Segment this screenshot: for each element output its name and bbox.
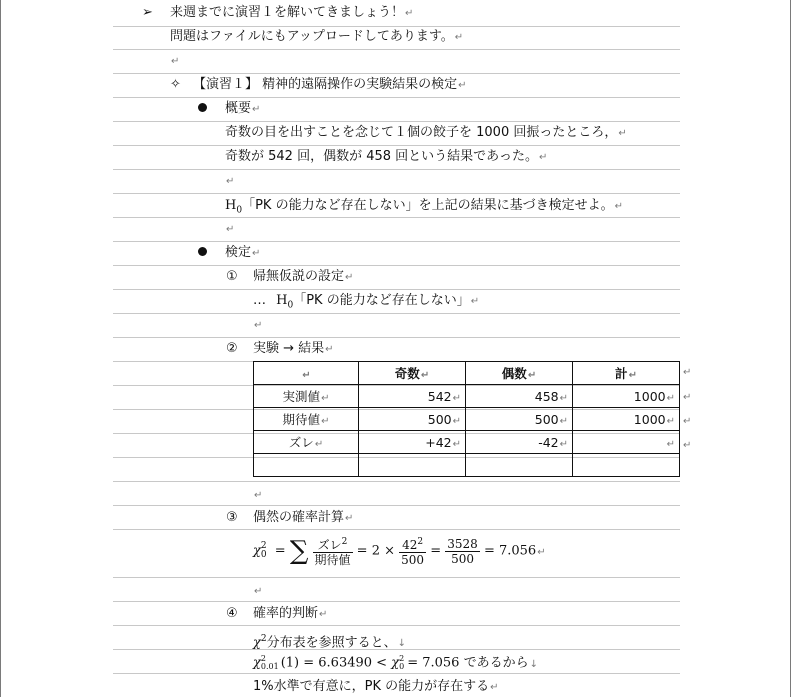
paragraph-mark: ↵ xyxy=(470,296,480,307)
empty-paragraph: ↵ xyxy=(171,56,180,67)
table-row xyxy=(254,385,680,408)
paragraph-mark: ↵ xyxy=(490,682,499,693)
grid-line xyxy=(113,481,680,482)
fraction-3528-over-500 xyxy=(445,537,480,566)
paragraph-mark: ↵ xyxy=(252,248,261,259)
equals-sign: = xyxy=(356,543,368,559)
h0-subscript: 0 xyxy=(236,205,243,216)
section-title xyxy=(193,77,467,94)
step3-title xyxy=(253,510,353,527)
table-cell xyxy=(573,431,680,454)
table-cell: 1000↵ xyxy=(573,385,680,408)
table-header-cell: 計↵ xyxy=(573,362,680,385)
paragraph-mark: ↵ xyxy=(405,8,414,19)
overview-bullet xyxy=(198,101,207,117)
cell-mark: ↵ xyxy=(559,415,568,427)
fraction-denominator: 期待値 xyxy=(314,553,351,567)
overview-heading xyxy=(225,101,260,118)
test-bullet xyxy=(198,245,207,261)
grid-line xyxy=(113,169,680,170)
chi-superscript: 2 xyxy=(399,654,405,663)
step2-number: ② xyxy=(226,341,238,356)
paragraph-mark: ↵ xyxy=(252,104,261,115)
chi-subscript: 0 xyxy=(399,662,405,671)
step4-text-1: 分布表を参照すると、 xyxy=(266,635,397,651)
fraction-numerator: 3528 xyxy=(447,536,478,551)
grid-line xyxy=(113,673,680,674)
cell-mark: ↵ xyxy=(314,439,324,450)
paragraph-mark: ↵ xyxy=(539,152,548,163)
step4-title xyxy=(253,606,327,623)
table-row xyxy=(254,408,680,431)
cell-mark: ↵ xyxy=(302,369,311,381)
step1-title xyxy=(253,269,353,286)
page-right-edge xyxy=(790,0,791,697)
table-cell-label: ズレ↵ xyxy=(254,431,359,454)
formula-result: = 7.056 xyxy=(483,543,537,559)
equals-sign: = xyxy=(430,543,442,559)
intro-line-2 xyxy=(170,29,463,46)
grid-line xyxy=(113,625,680,626)
fraction-deviation xyxy=(313,535,353,567)
empty-paragraph: ↵ xyxy=(254,490,263,501)
sigma-symbol: ∑ xyxy=(289,536,309,566)
test-heading xyxy=(225,245,260,262)
table-cell: 500↵ xyxy=(359,408,466,431)
empty-paragraph: ↵ xyxy=(226,176,235,187)
step3-title-text: 偶然の確率計算 xyxy=(253,510,345,525)
equals-sign: = xyxy=(274,543,286,559)
test-heading-text: 検定 xyxy=(225,245,252,260)
ellipsis: … xyxy=(253,293,266,308)
fraction-numerator: ズレ$^2$ xyxy=(313,535,353,553)
table-cell-empty xyxy=(573,454,680,477)
chi-symbol: χ xyxy=(391,655,400,671)
hypothesis-text: 「PK の能力など存在しない」を上記の結果に基づき検定せよ。 xyxy=(242,198,614,213)
line-break-mark: ↓ xyxy=(529,658,538,670)
cell-mark: ↵ xyxy=(452,438,461,450)
paragraph-mark: ↵ xyxy=(325,344,334,355)
grid-line xyxy=(113,121,680,122)
step4-title-text: 確率的判断 xyxy=(253,606,319,621)
grid-line xyxy=(113,241,680,242)
table-cell-label: 実測値↵ xyxy=(254,385,359,408)
table-row xyxy=(254,431,680,454)
empty-paragraph: ↵ xyxy=(254,586,263,597)
step4-text-3: 1%水準で有意に，PK の能力が存在する xyxy=(253,679,490,694)
page-left-edge xyxy=(0,0,1,697)
observed-value: = 7.056 xyxy=(407,655,460,671)
paragraph-mark: ↵ xyxy=(537,546,546,558)
overview-text-2: 奇数が 542 回，偶数が 458 回という結果であった。 xyxy=(225,149,539,164)
cell-mark: ↵ xyxy=(628,370,637,381)
cell-mark: ↵ xyxy=(420,370,430,381)
table-cell: +42↵ xyxy=(359,431,466,454)
step4-line-1 xyxy=(253,631,406,652)
row-end-mark: ↵ xyxy=(683,440,692,451)
table-cell: -42↵ xyxy=(466,431,573,454)
table-header-cell: 偶数↵ xyxy=(466,362,573,385)
intro-text-1: 来週までに演習１を解いてきましょう！ xyxy=(170,5,405,20)
grid-line xyxy=(113,577,680,578)
step2-title xyxy=(253,341,334,358)
chi-superscript: 2 xyxy=(260,634,267,644)
paragraph-mark: ↵ xyxy=(454,32,464,43)
cell-mark: ↵ xyxy=(321,393,330,404)
grid-line xyxy=(113,289,680,290)
h0-subscript: 0 xyxy=(287,300,294,311)
step4-line-3 xyxy=(253,679,499,696)
grid-line xyxy=(113,505,680,506)
cell-mark: ↵ xyxy=(666,392,675,404)
step2-title-text: 実験 → 結果 xyxy=(253,341,325,356)
grid-line xyxy=(113,73,680,74)
bullet-dot-icon xyxy=(198,247,207,256)
grid-line xyxy=(113,97,680,98)
cell-mark: ↵ xyxy=(666,438,675,450)
intro-text-2: 問題はファイルにもアップロードしてあります。 xyxy=(170,29,454,44)
grid-line xyxy=(113,265,680,266)
step4-number: ④ xyxy=(226,606,238,621)
fraction-numerator: $42^2$ xyxy=(399,535,426,553)
grid-line xyxy=(113,49,680,50)
chi-indices xyxy=(261,655,279,671)
intro-bullet: ➢ xyxy=(142,5,153,20)
overview-text-1: 奇数の目を出すことを念じて１個の餃子を 1000 回振ったところ， xyxy=(225,125,618,140)
numerator-exponent: 2 xyxy=(417,537,424,547)
table-cell: 500↵ xyxy=(466,408,573,431)
table-header-cell xyxy=(254,362,359,385)
empty-paragraph: ↵ xyxy=(254,320,263,331)
table-cell: 1000↵ xyxy=(573,408,680,431)
chi-subscript: 0 xyxy=(260,550,267,560)
chi-symbol: χ xyxy=(253,655,261,671)
section-bullet: ✧ xyxy=(170,77,181,92)
grid-line xyxy=(113,601,680,602)
fraction-denominator: 500 xyxy=(451,551,474,566)
line-break-mark: ↓ xyxy=(397,638,407,650)
table-cell: 458↵ xyxy=(466,385,573,408)
h0-symbol: $H_0$ xyxy=(276,293,294,311)
grid-line xyxy=(113,529,680,530)
table-row-empty xyxy=(254,454,680,477)
hypothesis-line xyxy=(225,198,623,219)
row-end-mark: ↵ xyxy=(683,416,692,427)
critical-value: (1) = 6.63490 < xyxy=(280,655,388,671)
chi-indices xyxy=(261,542,267,560)
cell-mark: ↵ xyxy=(559,438,568,450)
results-table xyxy=(253,361,680,477)
grid-line xyxy=(113,337,680,338)
paragraph-mark: ↵ xyxy=(345,513,354,524)
table-header-cell: 奇数↵ xyxy=(359,362,466,385)
grid-line xyxy=(113,145,680,146)
numerator-exponent: 2 xyxy=(341,537,348,547)
paragraph-mark: ↵ xyxy=(319,609,328,620)
paragraph-mark: ↵ xyxy=(345,272,354,283)
chi-indices xyxy=(399,655,404,671)
fraction-denominator: 500 xyxy=(401,553,425,567)
step3-number: ③ xyxy=(226,510,238,525)
paragraph-mark: ↵ xyxy=(614,201,623,212)
chi-subscript: 0.01 xyxy=(260,662,279,671)
section-title-text: 【演習１】 精神的遠隔操作の実験結果の検定 xyxy=(193,77,458,92)
cell-mark: ↵ xyxy=(452,415,461,427)
chi-square-formula xyxy=(253,535,546,567)
row-end-mark: ↵ xyxy=(683,367,692,378)
grid-line xyxy=(113,26,680,27)
overview-line-1 xyxy=(225,125,627,142)
overview-line-2 xyxy=(225,149,547,166)
step1-number: ① xyxy=(226,269,238,284)
chi-symbol: χ xyxy=(253,635,261,651)
bullet-dot-icon xyxy=(198,103,207,112)
chi-superscript: 2 xyxy=(260,541,267,551)
fraction-42-over-500 xyxy=(399,535,426,567)
empty-paragraph: ↵ xyxy=(226,224,235,235)
grid-line xyxy=(113,193,680,194)
table-cell: 542↵ xyxy=(359,385,466,408)
cell-mark: ↵ xyxy=(666,415,675,427)
paragraph-mark: ↵ xyxy=(618,128,627,139)
paragraph-mark: ↵ xyxy=(458,80,467,91)
multiplier: 2 × xyxy=(371,543,396,559)
h0-symbol: $H_0$ xyxy=(225,198,243,216)
step4-text-2: であるから xyxy=(463,655,529,671)
row-end-mark: ↵ xyxy=(683,392,692,403)
cell-mark: ↵ xyxy=(452,392,461,404)
table-cell-label: 期待値↵ xyxy=(254,408,359,431)
overview-heading-text: 概要 xyxy=(225,101,252,116)
table-cell-empty xyxy=(254,454,359,477)
chi-symbol: χ xyxy=(253,543,261,559)
table-cell-empty xyxy=(359,454,466,477)
cell-mark: ↵ xyxy=(321,416,330,427)
step1-h0-text: 「PK の能力など存在しない」 xyxy=(293,293,470,308)
step1-title-text: 帰無仮説の設定 xyxy=(253,269,345,284)
cell-mark: ↵ xyxy=(559,392,568,404)
step4-line-2 xyxy=(253,655,538,673)
step1-hypothesis xyxy=(253,293,479,314)
intro-line-1 xyxy=(170,5,413,22)
table-header-row xyxy=(254,362,680,385)
table-cell-empty xyxy=(466,454,573,477)
chi-superscript: 2 xyxy=(260,654,266,663)
cell-mark: ↵ xyxy=(527,370,537,381)
